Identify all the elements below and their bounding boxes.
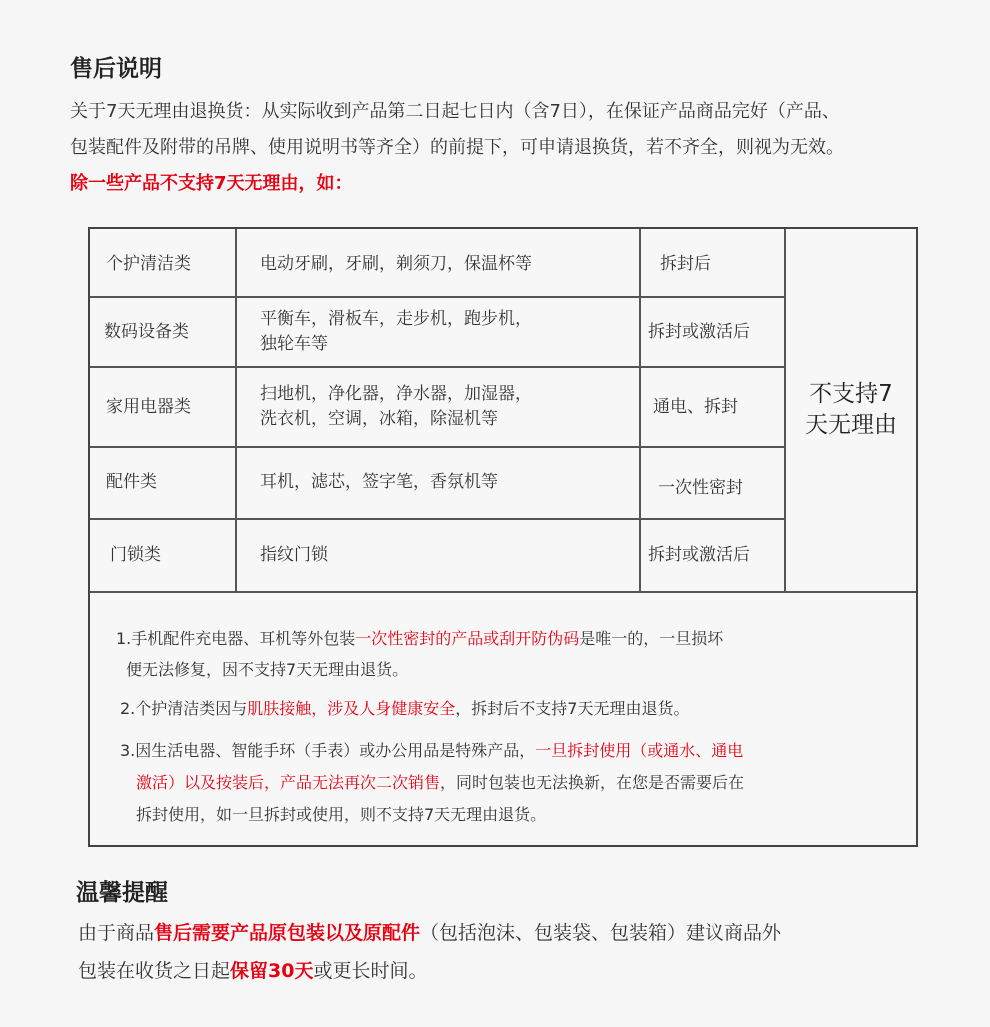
note-2: 2.个护清洁类因与肌肤接触，涉及人身健康安全，拆封后不支持7天无理由退货。 xyxy=(120,699,690,718)
items-line: 独轮车等 xyxy=(260,334,328,354)
note-3-end: 拆封使用，如一旦拆封或使用，则不支持7天无理由退货。 xyxy=(136,805,547,824)
intro-line: 关于7天无理由退换货：从实际收到产品第二日起七日内（含7日），在保证产品商品完好（产品、 xyxy=(70,101,840,122)
condition-cell: 通电、拆封 xyxy=(653,396,738,417)
items-cell: 指纹门锁 xyxy=(260,544,328,565)
category-cell: 配件类 xyxy=(106,471,157,492)
not-supported-cell xyxy=(786,379,916,441)
reminder-line: 由于商品售后需要产品原包装以及原配件（包括泡沫、包装袋、包装箱）建议商品外 xyxy=(78,922,782,944)
items-cell: 耳机，滤芯，签字笔，香氛机等 xyxy=(260,471,498,492)
table-divider xyxy=(639,229,641,592)
not-supported-line: 不支持7 xyxy=(809,381,893,407)
note-1: 1.手机配件充电器、耳机等外包装一次性密封的产品或刮开防伪码是唯一的，一旦损坏 xyxy=(116,629,724,648)
condition-cell: 一次性密封 xyxy=(658,477,743,498)
condition-cell: 拆封或激活后 xyxy=(648,321,750,342)
category-cell: 家用电器类 xyxy=(106,396,191,417)
items-line: 扫地机，净化器，净水器，加湿器， xyxy=(260,384,532,404)
table-divider xyxy=(235,229,237,592)
after-sales-title: 售后说明 xyxy=(70,56,162,82)
category-cell: 数码设备类 xyxy=(104,321,189,342)
items-line: 洗衣机，空调，冰箱，除湿机等 xyxy=(260,409,498,429)
note-3: 3.因生活电器、智能手环（手表）或办公用品是特殊产品，一旦拆封使用（或通水、通电 xyxy=(120,741,744,760)
items-line: 平衡车，滑板车，走步机，跑步机， xyxy=(260,309,532,329)
items-cell: 电动牙刷，牙刷，剃须刀，保温杯等 xyxy=(260,253,532,274)
not-supported-line: 天无理由 xyxy=(805,412,897,438)
table-divider xyxy=(90,591,916,593)
intro-line: 包装配件及附带的吊牌、使用说明书等齐全）的前提下，可申请退换货，若不齐全，则视为无效。 xyxy=(70,137,844,158)
note-1-cont: 便无法修复，因不支持7天无理由退货。 xyxy=(126,660,409,679)
category-cell: 门锁类 xyxy=(110,544,161,565)
reminder-title: 温馨提醒 xyxy=(76,880,168,906)
reminder-text xyxy=(78,914,958,990)
condition-cell: 拆封后 xyxy=(660,253,711,274)
reminder-line: 包装在收货之日起保留30天或更长时间。 xyxy=(78,960,428,982)
items-cell xyxy=(260,297,532,367)
after-sales-intro xyxy=(70,94,970,202)
category-cell: 个护清洁类 xyxy=(106,253,191,274)
items-cell xyxy=(260,367,532,447)
return-policy-table xyxy=(88,227,918,847)
note-3-cont: 激活）以及按装后，产品无法再次二次销售，同时包装也无法换新，在您是否需要后在 xyxy=(136,773,745,792)
condition-cell: 拆封或激活后 xyxy=(648,544,750,565)
exception-notice: 除一些产品不支持7天无理由，如： xyxy=(70,173,353,194)
